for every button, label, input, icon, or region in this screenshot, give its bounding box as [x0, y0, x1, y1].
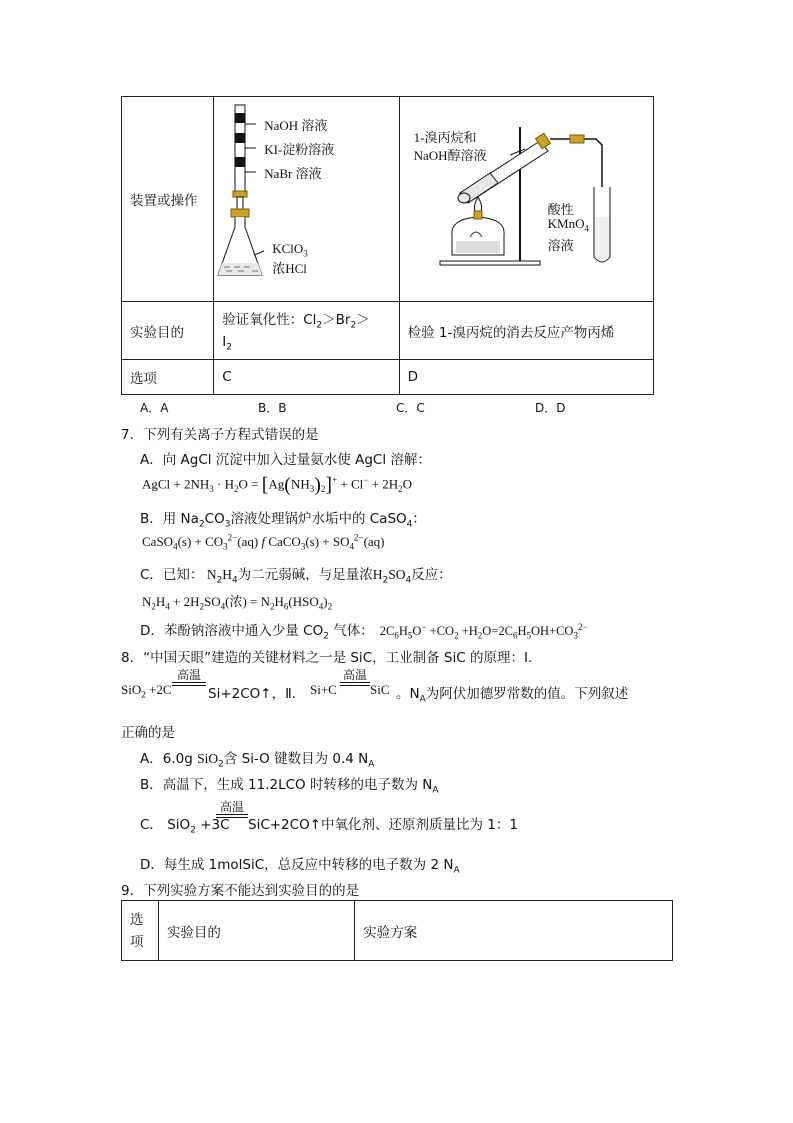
q8-eq1-left: SiO$_2$ +2C: [121, 682, 172, 700]
q8-eq1-condition: 高温: [172, 669, 206, 686]
label-kclo3: KClO$_3$: [272, 241, 308, 259]
label-conc-hcl: 浓HCl: [272, 261, 307, 276]
apparatus-d-cell: [399, 97, 653, 302]
option-d: D: [399, 360, 653, 395]
q6-option-a: A．A: [140, 401, 169, 415]
q6-option-b: B．B: [258, 401, 287, 415]
q9-col-plan: 实验方案: [355, 901, 673, 961]
q9-col-option: 选 项: [122, 901, 159, 961]
q6-option-c: C．C: [396, 401, 425, 415]
q6-option-d: D．D: [535, 401, 566, 415]
purpose-c: 验证氧化性：$Cl_2>Br_2>$ $I_2$: [214, 302, 399, 360]
q7-option-a: A．向 AgCl 沉淀中加入过量氨水使 AgCl 溶解：: [140, 452, 431, 468]
label-ki-starch: KI-淀粉溶液: [264, 142, 335, 157]
row-label-option: 选项: [122, 360, 214, 395]
q9-col-purpose: 实验目的: [158, 901, 354, 961]
row-label-apparatus: 装置或操作: [122, 97, 214, 302]
q7-stem: 7．下列有关离子方程式错误的是: [121, 427, 319, 443]
label-solution: 溶液: [547, 238, 574, 253]
label-acidic: 酸性: [547, 202, 574, 217]
q8-eq1-right: Si+2CO↑，Ⅱ．: [208, 686, 306, 702]
q8-option-a: A．6.0g SiO$_2$含 Si-O 键数目为 0.4 $N_A$: [140, 751, 375, 770]
q9-table: [121, 900, 673, 961]
apparatus-c-cell: [214, 97, 399, 302]
label-naoh: NaOH 溶液: [264, 118, 328, 133]
q8-stem-line3: 正确的是: [121, 725, 175, 741]
q8-option-d: D．每生成 1molSiC，总反应中转移的电子数为 2 $N_A$: [140, 857, 460, 876]
q7-option-c: C．已知： $N_2H_4$为二元弱碱，与足量浓$H_2SO_4$反应：: [140, 567, 452, 586]
q8-option-c-right: SiC+2CO↑中氧化剂、还原剂质量比为 1：1: [248, 817, 518, 833]
q7-equation-a: AgCl + $2NH_3 \cdot H_2O = [Ag(NH_3)_2]^+ + Cl^- + 2H_2O$: [142, 474, 412, 496]
label-bromopropane: 1-溴丙烷和: [413, 130, 477, 145]
q7-option-d: D．苯酚钠溶液中通入少量 $CO_2$ 气体： $2C_6H_5O^- +CO_2 +H_2O=2C_6H_5OH+CO_3^{2-}$: [140, 621, 588, 642]
q8-eq2-left: Si+C: [310, 682, 337, 697]
q8-option-b: B．高温下，生成 11.2LCO 时转移的电子数为 $N_A$: [140, 777, 439, 796]
q6-table: [121, 96, 654, 395]
purpose-d: 检验 1-溴丙烷的消去反应产物丙烯: [399, 302, 653, 360]
q8-option-c-left: C． SiO$_2$ +3C: [140, 817, 230, 836]
q9-stem: 9．下列实验方案不能达到实验目的的是: [121, 883, 360, 899]
q7-equation-b: CaSO$_4$(s) + $CO_3^{2-}(aq)$ f CaCO$_3$(s) + $SO_4^{2-}(aq)$: [142, 532, 385, 552]
q8-eq2-right: SiC: [370, 682, 390, 697]
label-nabr: NaBr 溶液: [264, 166, 322, 181]
label-kmno4: KMnO$_4$: [547, 216, 589, 234]
row-label-purpose: 实验目的: [122, 302, 214, 360]
label-naoh-alcohol: NaOH醇溶液: [413, 148, 487, 163]
q8-eq2-condition: 高温: [340, 669, 370, 686]
q7-option-b: B．用 $Na_2CO_3$溶液处理锅炉水垢中的 CaSO$_4$：: [140, 511, 426, 530]
q7-equation-c: $N_2H_4 + 2H_2SO_4$(浓) = $N_2H_6(HSO_4)_2$: [142, 594, 333, 612]
q8-option-c-condition: 高温: [216, 801, 248, 818]
q8-stem: 8．“中国天眼”建造的关键材料之一是 SiC，工业制备 SiC 的原理：Ⅰ.: [121, 650, 533, 666]
option-c: C: [214, 360, 399, 395]
q8-stem-tail: 。$N_A$为阿伏加德罗常数的值。下列叙述: [396, 686, 629, 705]
